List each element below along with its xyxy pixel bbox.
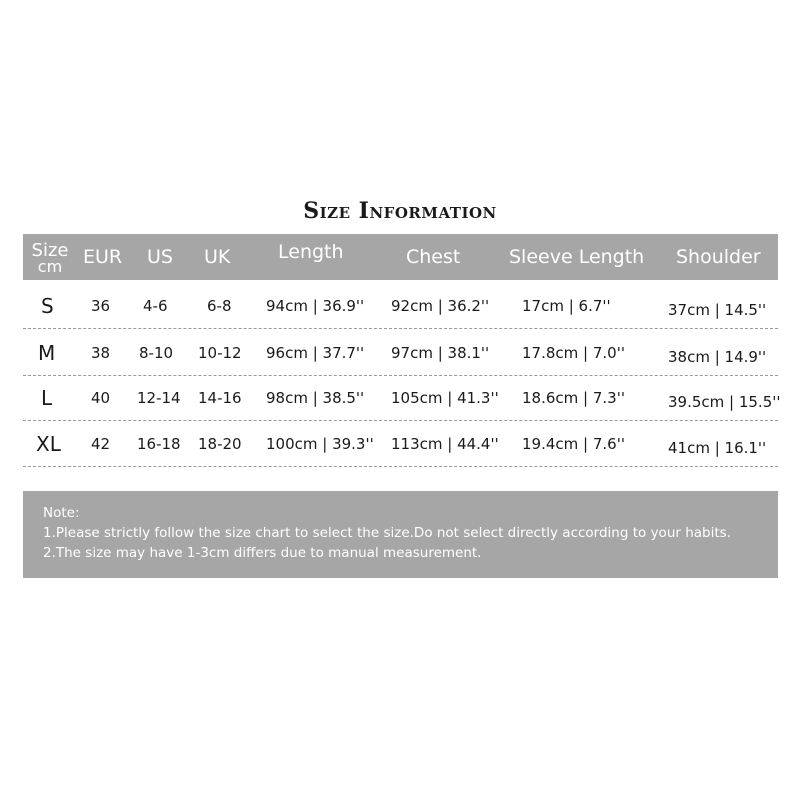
- cell-uk: 10-12: [198, 344, 242, 362]
- cell-eur: 38: [91, 344, 111, 362]
- note-box: [23, 491, 778, 578]
- cell-chest: 97cm | 38.1'': [391, 344, 490, 362]
- cell-uk: 14-16: [198, 389, 242, 407]
- header-chest: Chest: [406, 246, 461, 268]
- cell-sleeve: 17.8cm | 7.0'': [522, 344, 625, 362]
- cell-length: 98cm | 38.5'': [266, 389, 365, 407]
- cell-eur: 40: [91, 389, 111, 407]
- cell-sleeve: 17cm | 6.7'': [522, 297, 611, 315]
- header-sleeve-length: Sleeve Length: [509, 246, 645, 268]
- cell-chest: 105cm | 41.3'': [391, 389, 499, 407]
- cell-us: 16-18: [137, 435, 181, 453]
- note-line-1: 1.Please strictly follow the size chart to select the size.Do not select directly according to your habits.: [43, 525, 731, 541]
- cell-eur: 36: [91, 297, 111, 315]
- table-row: [23, 422, 778, 467]
- cell-chest: 92cm | 36.2'': [391, 297, 490, 315]
- header-size-unit: cm: [37, 257, 63, 276]
- cell-shoulder: 38cm | 14.9'': [668, 348, 767, 366]
- header-us: US: [147, 246, 173, 268]
- cell-size: M: [38, 341, 56, 365]
- table-row: [23, 284, 778, 329]
- cell-shoulder: 39.5cm | 15.5'': [668, 393, 781, 411]
- table-row: [23, 331, 778, 376]
- header-eur: EUR: [83, 246, 123, 268]
- cell-sleeve: 18.6cm | 7.3'': [522, 389, 625, 407]
- cell-length: 100cm | 39.3'': [266, 435, 374, 453]
- header-shoulder: Shoulder: [676, 246, 761, 268]
- table-row: [23, 376, 781, 421]
- header-length: Length: [278, 241, 344, 263]
- cell-shoulder: 41cm | 16.1'': [668, 439, 767, 457]
- cell-shoulder: 37cm | 14.5'': [668, 301, 767, 319]
- cell-length: 94cm | 36.9'': [266, 297, 365, 315]
- cell-size: L: [41, 386, 53, 410]
- cell-size: XL: [36, 432, 61, 456]
- cell-uk: 6-8: [207, 297, 232, 315]
- table-header: [23, 234, 778, 280]
- cell-eur: 42: [91, 435, 111, 453]
- header-uk: UK: [204, 246, 231, 268]
- header-size-label: Size: [31, 240, 69, 261]
- note-line-2: 2.The size may have 1-3cm differs due to manual measurement.: [43, 545, 482, 561]
- cell-us: 4-6: [143, 297, 168, 315]
- cell-uk: 18-20: [198, 435, 242, 453]
- note-heading: Note:: [43, 505, 80, 521]
- page-title: Size Information: [303, 198, 497, 224]
- cell-us: 8-10: [139, 344, 174, 362]
- header-size: [30, 242, 70, 274]
- cell-chest: 113cm | 44.4'': [391, 435, 499, 453]
- cell-size: S: [41, 294, 54, 318]
- cell-sleeve: 19.4cm | 7.6'': [522, 435, 625, 453]
- cell-length: 96cm | 37.7'': [266, 344, 365, 362]
- cell-us: 12-14: [137, 389, 181, 407]
